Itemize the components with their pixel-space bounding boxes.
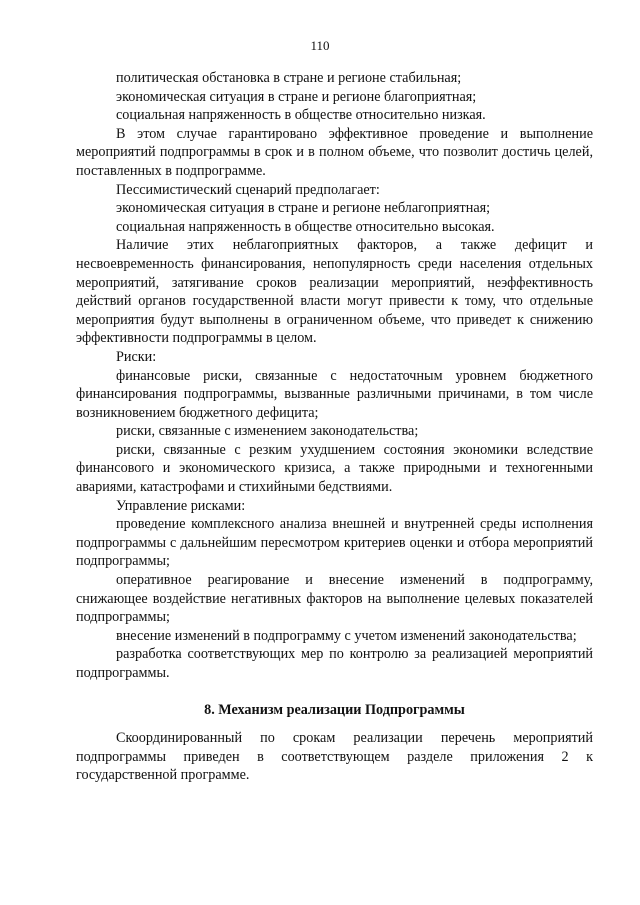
paragraph-coordinated-list: Скоординированный по срокам реализации перечень мероприятий подпрограммы приведен в соответствующем разделе приложения 2 к государственной программе. — [76, 730, 593, 784]
paragraph-pessimistic-scenario: Пессимистический сценарий предполагает: — [116, 181, 380, 198]
paragraph-legislation-risks: риски, связанные с изменением законодательства; — [116, 423, 419, 440]
paragraph-social-low: социальная напряженность в обществе относительно низкая. — [116, 107, 486, 124]
document-body — [76, 69, 593, 785]
paragraph-risk-management-label: Управление рисками: — [116, 497, 246, 514]
paragraph-social-high: социальная напряженность в обществе относительно высокая. — [116, 218, 495, 235]
paragraph-analysis: проведение комплексного анализа внешней и внутренней среды исполнения подпрограммы с дальнейшим пересмотром критериев оценки и отбора мероприятий подпрограммы; — [76, 516, 593, 570]
paragraph-risks-label: Риски: — [116, 348, 157, 365]
paragraph-guaranteed-execution: В этом случае гарантировано эффективное проведение и выполнение мероприятий подпрограммы в срок и в полном объеме, что позволит достичь целей, поставленных в подпрограмме. — [76, 125, 593, 179]
paragraph-legislation-changes: внесение изменений в подпрограмму с учетом изменений законодательства; — [116, 627, 577, 644]
paragraph-control-measures: разработка соответствующих мер по контролю за реализацией мероприятий подпрограммы. — [76, 646, 593, 681]
paragraph-economic-favorable: экономическая ситуация в стране и регионе благоприятная; — [116, 88, 477, 105]
paragraph-political-situation: политическая обстановка в стране и регионе стабильная; — [116, 70, 462, 86]
section-heading: 8. Механизм реализации Подпрограммы — [204, 701, 465, 718]
paragraph-operative-response: оперативное реагирование и внесение изменений в подпрограмму, снижающее воздействие негативных факторов на выполнение целевых показателей подпрограммы; — [76, 572, 593, 626]
paragraph-crisis-risks: риски, связанные с резким ухудшением состояния экономики вследствие финансового и экономического кризиса, а также природными и техногенными авариями, катастрофами и стихийными бедствиями. — [76, 441, 593, 496]
page-number: 110 — [310, 38, 330, 53]
paragraph-financial-risks: финансовые риски, связанные с недостаточным уровнем бюджетного финансирования подпрограммы, вызванные различными причинами, в том числе возникновением бюджетного дефицита; — [76, 367, 593, 421]
paragraph-economic-unfavorable: экономическая ситуация в стране и регионе неблагоприятная; — [116, 200, 491, 217]
paragraph-unfavorable-factors: Наличие этих неблагоприятных факторов, а также дефицит и несвоевременность финансирования, непопулярность среди населения отдельных мероприятий, затягивание сроков реализации мероприятий, неэффективность действий органов государственной власти могут привести к тому, что отдельные мероприятия будут выполнены в ограниченном объеме, что приведет к снижению эффективности подпрограммы в целом. — [76, 237, 593, 347]
